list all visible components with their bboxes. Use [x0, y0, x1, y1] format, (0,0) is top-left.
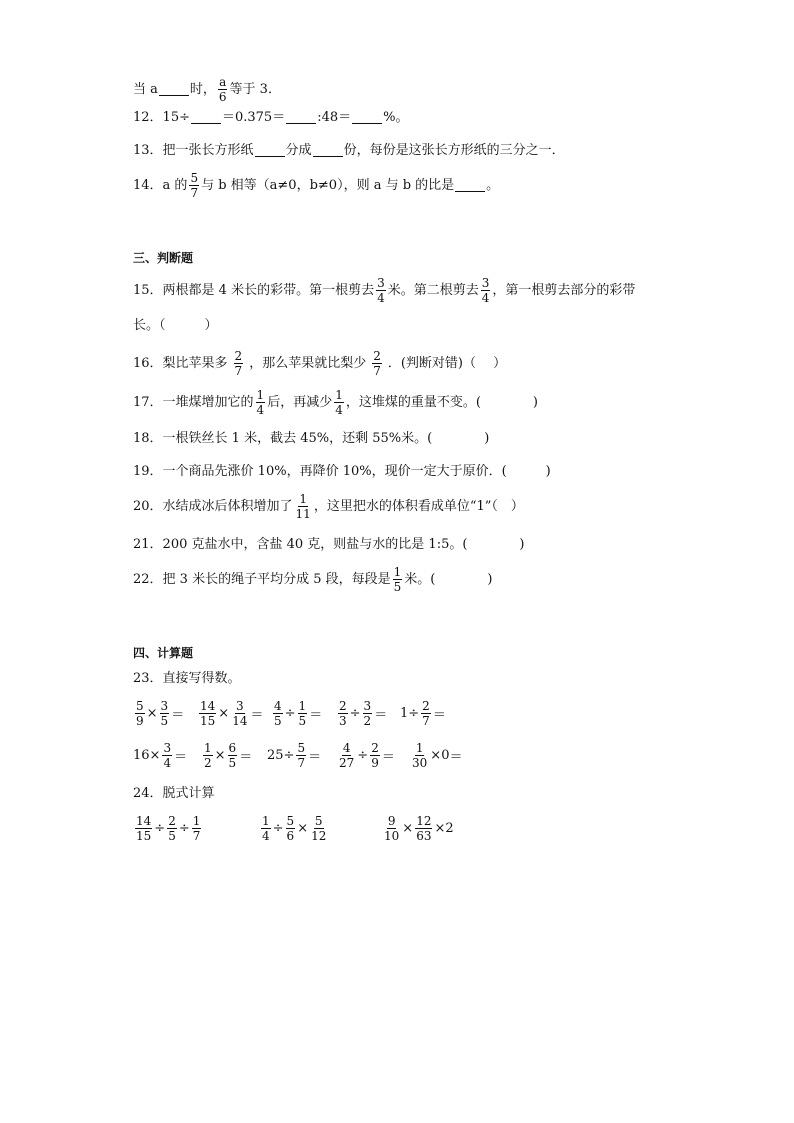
- fraction: [383, 815, 400, 842]
- numerator: 5: [190, 171, 199, 185]
- numerator: 2: [234, 349, 243, 363]
- denominator: 63: [416, 829, 432, 843]
- question-22: [133, 566, 492, 593]
- numerator: 14: [136, 814, 152, 828]
- answer-blank[interactable]: [313, 144, 343, 157]
- denominator: 6: [286, 829, 295, 843]
- denominator: 5: [298, 714, 307, 728]
- fraction: [160, 700, 170, 727]
- calc-row-3: [133, 815, 553, 845]
- denominator: 5: [393, 580, 402, 594]
- operator: ×: [430, 748, 442, 763]
- numerator: 3: [163, 741, 172, 755]
- numerator: 4: [274, 699, 282, 713]
- fraction: [393, 566, 403, 593]
- fraction: [411, 742, 428, 769]
- numerator: 1: [299, 492, 307, 506]
- q12-part-d: %。: [383, 110, 409, 125]
- equals-sign: ＝: [308, 750, 322, 765]
- fraction: [228, 742, 238, 769]
- fraction: [218, 76, 228, 103]
- expression: [271, 700, 322, 727]
- q13-part-c: 份，每份是这张长方形纸的三分之一．: [343, 143, 565, 158]
- q14-part-a: 14．a 的: [133, 178, 188, 193]
- operator: ×: [434, 821, 446, 836]
- fraction: [273, 700, 283, 727]
- q14-part-c: 。: [486, 178, 500, 193]
- operator: ×: [218, 706, 230, 721]
- q11-prefix: 当 a: [133, 82, 158, 97]
- equals-sign: ＝: [250, 708, 264, 723]
- calc-row-2: [133, 742, 533, 772]
- fraction: [162, 742, 172, 769]
- trailing-term: 0: [441, 748, 450, 763]
- answer-blank[interactable]: [286, 111, 316, 124]
- numerator: 1: [393, 565, 402, 579]
- denominator: 5: [160, 714, 169, 728]
- question-12: [133, 111, 409, 124]
- numerator: 1: [335, 388, 343, 402]
- numerator: 1: [262, 814, 270, 828]
- expression: [197, 700, 263, 727]
- answer-blank[interactable]: [255, 144, 285, 157]
- leading-term: 25÷: [267, 748, 295, 763]
- question-24-title: 24．脱式计算: [133, 786, 215, 801]
- denominator: 2: [363, 714, 372, 728]
- leading-term: 16×: [133, 748, 161, 763]
- numerator: 4: [342, 741, 351, 755]
- q20-part-b: ，这里把水的体积看成单位“1”（ ）: [313, 499, 524, 514]
- expression: [133, 815, 203, 842]
- q22-part-b: 米。( ): [404, 572, 493, 587]
- operator: ÷: [272, 821, 284, 836]
- denominator: 27: [339, 756, 355, 770]
- fraction: [192, 815, 202, 842]
- fraction: [261, 815, 271, 842]
- expression: [409, 742, 462, 769]
- expression: [133, 700, 184, 727]
- section-heading-judgement: 三、判断题: [133, 251, 194, 265]
- expression: [336, 742, 395, 769]
- fraction: [231, 700, 248, 727]
- q17-part-a: 17．一堆煤增加它的: [133, 395, 254, 410]
- numerator: 3: [160, 699, 169, 713]
- numerator: 1: [204, 741, 212, 755]
- fraction: [310, 815, 327, 842]
- fraction: [421, 700, 431, 727]
- operator: ×: [297, 821, 309, 836]
- section-heading-calculation: 四、计算题: [133, 646, 194, 660]
- denominator: 14: [232, 714, 248, 728]
- numerator: 1: [192, 814, 201, 828]
- q17-part-c: ，这堆煤的重量不变。( ): [345, 395, 538, 410]
- denominator: 7: [234, 364, 243, 378]
- fraction: [481, 277, 491, 304]
- fraction: [370, 742, 380, 769]
- denominator: 11: [295, 507, 311, 521]
- answer-blank[interactable]: [455, 179, 485, 192]
- denominator: 9: [371, 756, 379, 770]
- expression: [400, 700, 446, 727]
- question-14: [133, 172, 499, 199]
- fraction: [295, 493, 312, 520]
- denominator: 5: [274, 714, 282, 728]
- question-15-continued: 长。（ ）: [133, 318, 218, 333]
- denominator: 5: [168, 829, 176, 843]
- operator: ×: [214, 748, 226, 763]
- numerator: 6: [228, 741, 237, 755]
- fraction: [298, 700, 308, 727]
- fraction: [296, 742, 306, 769]
- expression: [133, 742, 187, 769]
- operator: ÷: [349, 706, 361, 721]
- equals-sign: ＝: [381, 750, 395, 765]
- denominator: 2: [204, 756, 212, 770]
- q13-part-b: 分成: [285, 143, 312, 158]
- q12-part-a: 12．15÷: [133, 110, 190, 125]
- expression: [381, 815, 454, 842]
- operator: ÷: [284, 706, 296, 721]
- expression: [267, 742, 321, 769]
- question-19: 19．一个商品先涨价 10%，再降价 10%，现价一定大于原价．( ): [133, 464, 551, 479]
- denominator: 4: [163, 756, 172, 770]
- expression: [336, 700, 387, 727]
- fraction: [338, 742, 355, 769]
- denominator: 3: [339, 714, 347, 728]
- answer-blank[interactable]: [159, 83, 189, 96]
- q17-part-b: 后，再减少: [267, 395, 333, 410]
- fraction: [415, 815, 432, 842]
- equals-sign: ＝: [171, 708, 185, 723]
- fraction: [376, 277, 386, 304]
- denominator: 30: [412, 756, 428, 770]
- equals-sign: ＝: [239, 750, 253, 765]
- fraction: [363, 700, 373, 727]
- numerator: 5: [314, 814, 323, 828]
- q12-part-b: ＝0.375＝: [221, 110, 286, 125]
- fraction: [256, 389, 266, 416]
- answer-blank[interactable]: [191, 111, 221, 124]
- q15-part-a: 15．两根都是 4 米长的彩带。第一根剪去: [133, 283, 375, 298]
- denominator: 5: [228, 756, 237, 770]
- q11-mid: 时，: [189, 82, 216, 97]
- q11-suffix: 等于 3．: [229, 82, 281, 97]
- fraction: [372, 350, 382, 377]
- numerator: 2: [168, 814, 176, 828]
- denominator: 6: [218, 90, 227, 104]
- denominator: 7: [422, 714, 430, 728]
- operator: ×: [402, 821, 414, 836]
- question-18: 18．一根铁丝长 1 米，截去 45%，还剩 55%米。( ): [133, 431, 490, 446]
- operator: ×: [146, 706, 158, 721]
- numerator: 3: [363, 699, 372, 713]
- operator: ÷: [357, 748, 369, 763]
- numerator: 2: [371, 741, 379, 755]
- fraction: [286, 815, 296, 842]
- denominator: 15: [136, 829, 152, 843]
- denominator: 15: [200, 714, 216, 728]
- question-20: [133, 493, 524, 520]
- fraction: [234, 350, 244, 377]
- q20-part-a: 20．水结成冰后体积增加了: [133, 499, 293, 514]
- equals-sign: ＝: [174, 750, 188, 765]
- fraction: [135, 700, 145, 727]
- equals-sign: ＝: [432, 708, 446, 723]
- q22-part-a: 22．把 3 米长的绳子平均分成 5 段，每段是: [133, 572, 391, 587]
- denominator: 4: [377, 291, 385, 305]
- denominator: 7: [190, 186, 199, 200]
- question-11: [133, 76, 281, 103]
- q12-part-c: :48＝: [317, 110, 352, 125]
- equals-sign: ＝: [374, 708, 388, 723]
- leading-term: 1÷: [400, 706, 420, 721]
- denominator: 4: [262, 829, 270, 843]
- numerator: 3: [377, 276, 385, 290]
- fraction: [167, 815, 177, 842]
- q15-part-c: ，第一根剪去部分的彩带: [492, 283, 636, 298]
- equals-sign: ＝: [449, 750, 463, 765]
- q16-part-a: 16．梨比苹果多: [133, 356, 228, 371]
- question-21: 21．200 克盐水中，含盐 40 克，则盐与水的比是 1:5。( ): [133, 537, 525, 552]
- answer-blank[interactable]: [352, 111, 382, 124]
- fraction: [199, 700, 216, 727]
- numerator: 12: [416, 814, 432, 828]
- numerator: 3: [236, 699, 244, 713]
- q14-part-b: 与 b 相等（a≠0，b≠0），则 a 与 b 的比是: [201, 178, 455, 193]
- fraction: [334, 389, 344, 416]
- expression: [259, 815, 329, 842]
- q15-part-b: 米。第二根剪去: [387, 283, 479, 298]
- numerator: 5: [297, 741, 306, 755]
- question-13: [133, 144, 565, 157]
- denominator: 12: [311, 829, 327, 843]
- denominator: 7: [192, 829, 201, 843]
- equals-sign: ＝: [309, 708, 323, 723]
- fraction: [203, 742, 213, 769]
- numerator: 1: [415, 741, 424, 755]
- denominator: 10: [384, 829, 400, 843]
- denominator: 7: [373, 364, 381, 378]
- denominator: 4: [481, 291, 490, 305]
- numerator: 5: [286, 814, 295, 828]
- denominator: 4: [335, 403, 343, 417]
- operator: ÷: [154, 821, 166, 836]
- numerator: 9: [387, 814, 396, 828]
- operator: ÷: [178, 821, 190, 836]
- q16-part-c: ．(判断对错)（ ）: [387, 356, 507, 371]
- expression: [201, 742, 252, 769]
- denominator: 4: [256, 403, 265, 417]
- fraction: [135, 815, 152, 842]
- calc-row-1: [133, 700, 533, 730]
- question-17: [133, 389, 538, 416]
- fraction: [338, 700, 348, 727]
- numerator: 2: [339, 699, 347, 713]
- q13-part-a: 13．把一张长方形纸: [133, 143, 254, 158]
- q16-part-b: ，那么苹果就比梨少: [249, 356, 367, 371]
- denominator: 7: [297, 756, 306, 770]
- numerator: 2: [422, 699, 430, 713]
- fraction: [189, 172, 199, 199]
- numerator: 5: [136, 699, 144, 713]
- numerator: 2: [373, 349, 381, 363]
- numerator: 1: [256, 388, 265, 402]
- numerator: 14: [200, 699, 216, 713]
- numerator: 3: [481, 276, 490, 290]
- question-15: [133, 277, 635, 304]
- numerator: a: [219, 75, 227, 89]
- trailing-term: 2: [445, 821, 454, 836]
- denominator: 9: [136, 714, 144, 728]
- question-16: [133, 350, 506, 377]
- numerator: 1: [298, 699, 307, 713]
- question-23-title: 23．直接写得数。: [133, 671, 241, 686]
